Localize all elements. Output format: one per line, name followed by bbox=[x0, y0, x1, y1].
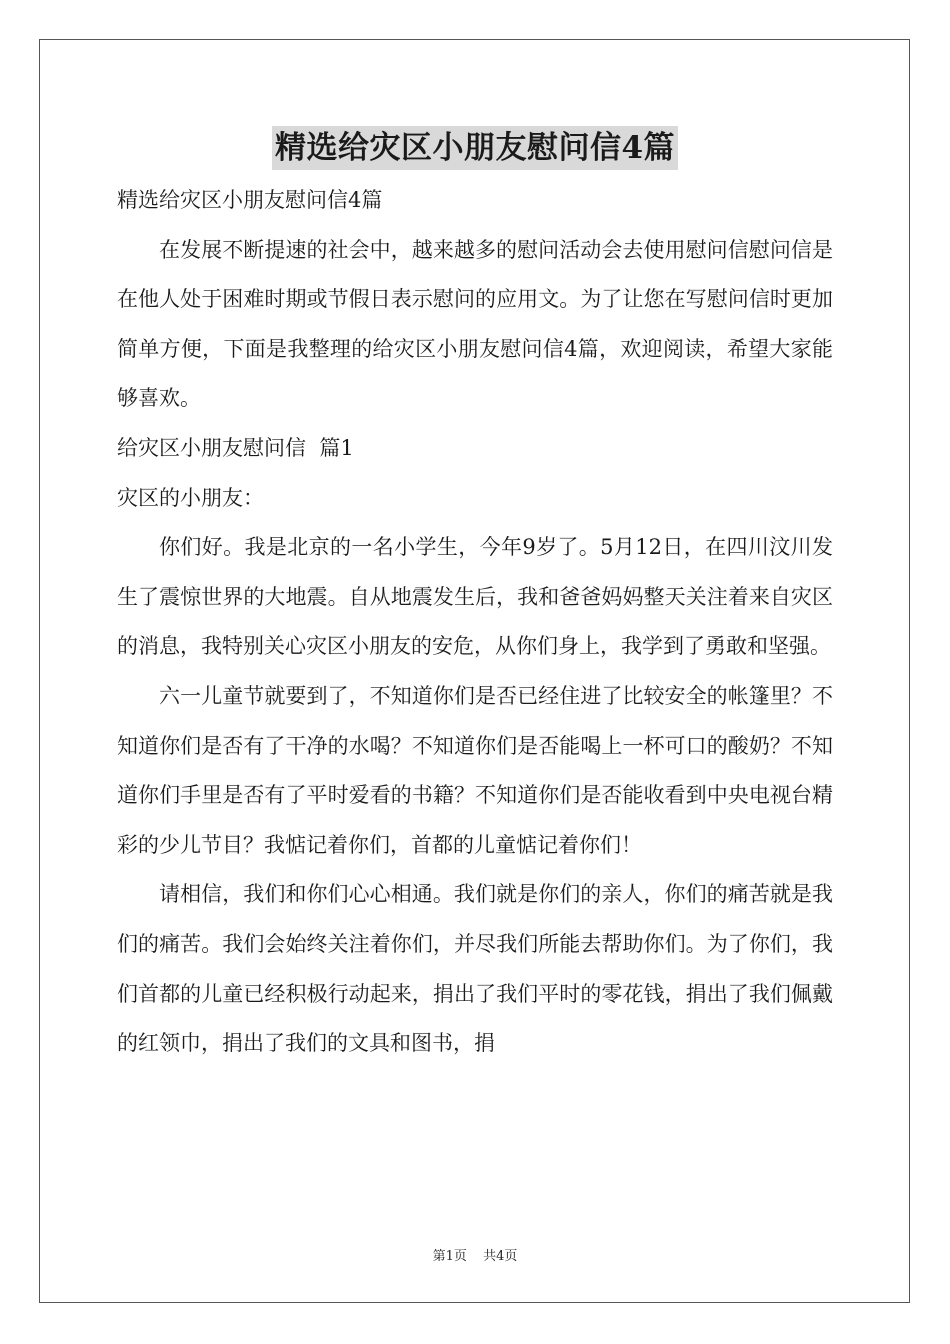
title-block bbox=[0, 126, 950, 170]
document-subtitle: 精选给灾区小朋友慰问信4篇 bbox=[117, 188, 383, 212]
document-title: 精选给灾区小朋友慰问信4篇 bbox=[272, 126, 678, 170]
page-number-total: 共4页 bbox=[483, 1249, 518, 1264]
body-paragraph-3: 请相信，我们和你们心心相通。我们就是你们的亲人，你们的痛苦就是我们的痛苦。我们会始终关注着你们，并尽我们所能去帮助你们。为了你们，我们首都的儿童已经积极行动起来，捐出了我们平时的零花钱，捐出了我们佩戴的红领巾，捐出了我们的文具和图书，捐 bbox=[117, 882, 833, 1056]
page-number-current: 第1页 bbox=[432, 1249, 467, 1264]
section-heading: 给灾区小朋友慰问信 篇1 bbox=[117, 435, 354, 460]
intro-paragraph: 在发展不断提速的社会中，越来越多的慰问活动会去使用慰问信慰问信是在他人处于困难时期或节假日表示慰问的应用文。为了让您在写慰问信时更加简单方便，下面是我整理的给灾区小朋友慰问信4篇，欢迎阅读，希望大家能够喜欢。 bbox=[117, 237, 833, 411]
body-paragraph-1: 你们好。我是北京的一名小学生，今年9岁了。5月12日，在四川汶川发生了震惊世界的大地震。自从地震发生后，我和爸爸妈妈整天关注着来自灾区的消息，我特别关心灾区小朋友的安危，从你们身上，我学到了勇敢和坚强。 bbox=[117, 535, 833, 659]
body-paragraph-2: 六一儿童节就要到了，不知道你们是否已经住进了比较安全的帐篷里？不知道你们是否有了干净的水喝？不知道你们是否能喝上一杯可口的酸奶？不知道你们手里是否有了平时爱看的书籍？不知道你们是否能收看到中央电视台精彩的少儿节目？我惦记着你们，首都的儿童惦记着你们！ bbox=[117, 683, 833, 857]
letter-salutation: 灾区的小朋友： bbox=[117, 485, 264, 510]
page-footer bbox=[0, 1248, 950, 1266]
document-body bbox=[117, 176, 833, 1069]
